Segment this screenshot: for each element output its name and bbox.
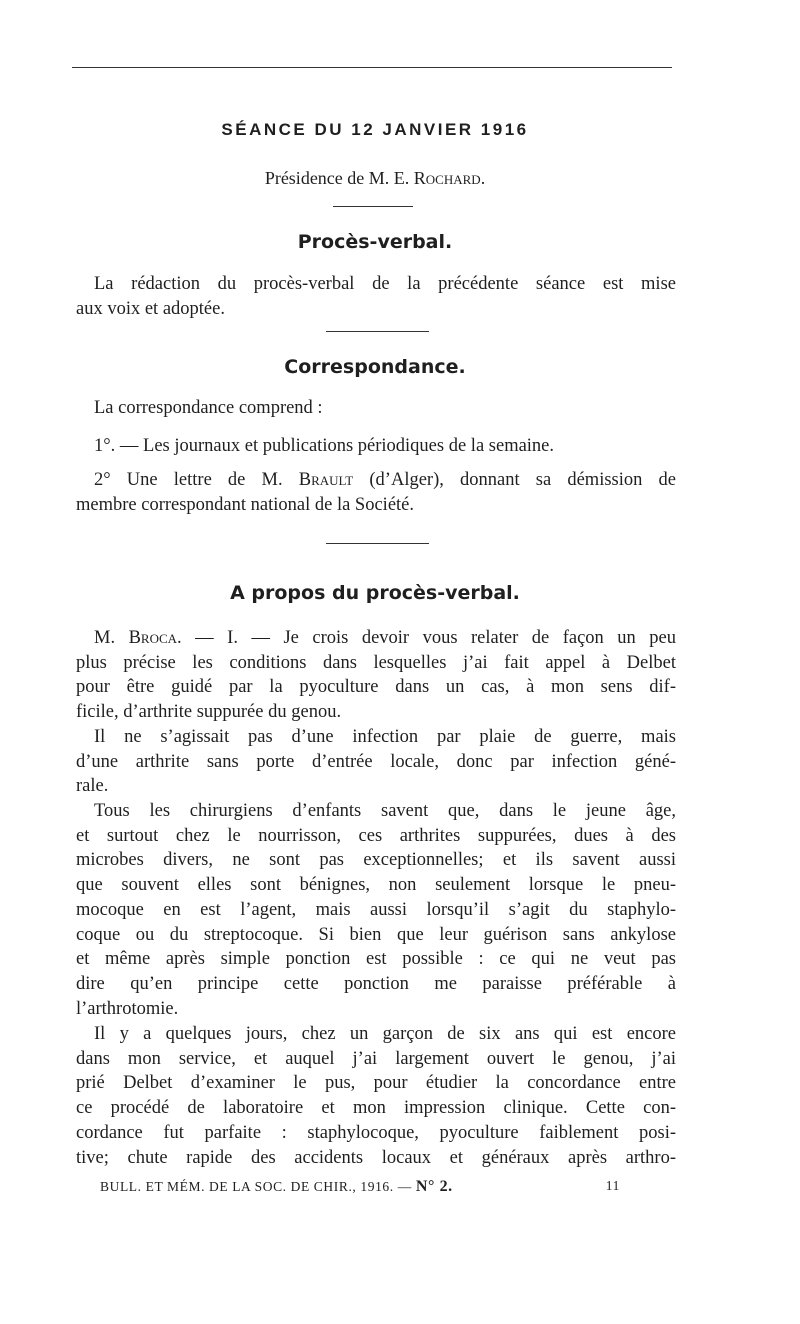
text-line: aux voix et adoptée. (76, 298, 225, 319)
apropos-paragraph-1 (76, 626, 676, 725)
correspondance-item-1: 1°. — Les journaux et publications périodiques de la semaine. (94, 436, 555, 456)
item2-prefix: 2° Une lettre de M. (94, 470, 299, 490)
text-line (76, 626, 676, 651)
apropos-paragraph-2 (76, 725, 676, 799)
correspondance-intro: La correspondance comprend : (94, 398, 323, 418)
presidence-prefix: Présidence de M. E. (264, 168, 414, 188)
item2-rest: (d’Alger), donnant sa démission de (353, 470, 676, 490)
text-line: dire qu’en principe cette ponction me paraisse préférable à (76, 973, 676, 994)
text-line: microbes divers, ne sont pas exceptionnelles; et ils savent aussi (76, 850, 676, 871)
text-line: et même après simple ponction est possible : ce qui ne veut pas (76, 949, 676, 970)
footer-journal-text: BULL. ET MÉM. DE LA SOC. DE CHIR., 1916. — (100, 1179, 416, 1194)
text-line: mocoque en est l’agent, mais aussi lorsqu’il s’agit du staphylo- (76, 899, 676, 920)
text-line: membre correspondant national de la Société. (76, 494, 415, 515)
text-line: cordance fut parfaite : staphylocoque, pyoculture faiblement posi- (76, 1122, 676, 1143)
apropos-heading: A propos du procès-verbal. (230, 582, 520, 604)
apropos-paragraph-4 (76, 1022, 676, 1170)
text-line: ficile, d’arthrite suppurée du genou. (76, 702, 342, 723)
text-line: Tous les chirurgiens d’enfants savent que, dans le jeune âge, (94, 801, 676, 821)
footer-journal (100, 1178, 453, 1196)
brault-name: Brault (298, 470, 354, 490)
proces-verbal-heading: Procès-verbal. (297, 231, 453, 253)
section-divider (326, 331, 429, 332)
text-line: et surtout chez le nourrisson, ces arthrites suppurées, dues à des (76, 825, 676, 846)
presidence-suffix: . (480, 168, 486, 188)
first-line-rest: . — I. — Je crois devoir vous relater de façon un peu (177, 628, 677, 648)
text-line: Il ne s’agissait pas d’une infection par plaie de guerre, mais (94, 727, 676, 747)
text-line: La rédaction du procès-verbal de la précédente séance est mise (94, 274, 676, 294)
proces-verbal-paragraph (76, 272, 676, 321)
section-divider (333, 206, 413, 207)
correspondance-item-2 (76, 468, 676, 517)
text-line: tive; chute rapide des accidents locaux et généraux après arthro- (76, 1147, 676, 1168)
text-line: Il y a quelques jours, chez un garçon de six ans qui est encore (94, 1024, 676, 1044)
top-rule (72, 67, 672, 68)
text-line: rale. (76, 776, 109, 797)
seance-title: SÉANCE DU 12 JANVIER 1916 (221, 120, 529, 139)
text-line: plus précise les conditions dans lesquelles j’ai fait appel à Delbet (76, 652, 676, 673)
footer-issue-number: N° 2. (415, 1178, 453, 1195)
text-line: l’arthrotomie. (76, 998, 179, 1019)
section-divider (326, 543, 429, 544)
broca-name: Broca (128, 628, 178, 648)
text-line: coque ou du streptocoque. Si bien que leur guérison sans ankylose (76, 924, 676, 945)
text-line (76, 468, 676, 493)
text-line: pour être guidé par la pyoculture dans un cas, à mon sens dif- (76, 677, 676, 698)
text-line: d’une arthrite sans porte d’entrée locale, donc par infection géné- (76, 751, 676, 772)
presidence-line (0, 168, 750, 189)
text-line: ce procédé de laboratoire et mon impression clinique. Cette con- (76, 1098, 676, 1119)
text-line: prié Delbet d’examiner le pus, pour étudier la concordance entre (76, 1073, 676, 1094)
text-line: que souvent elles sont bénignes, non seulement lorsque le pneu- (76, 875, 676, 896)
correspondance-heading: Correspondance. (284, 356, 466, 378)
page-number: 11 (605, 1178, 620, 1193)
speaker-prefix: M. (94, 628, 129, 648)
text-line: dans mon service, et auquel j’ai largement ouvert le genou, j’ai (76, 1048, 676, 1069)
president-name: Rochard (413, 168, 481, 188)
apropos-paragraph-3 (76, 799, 676, 1021)
